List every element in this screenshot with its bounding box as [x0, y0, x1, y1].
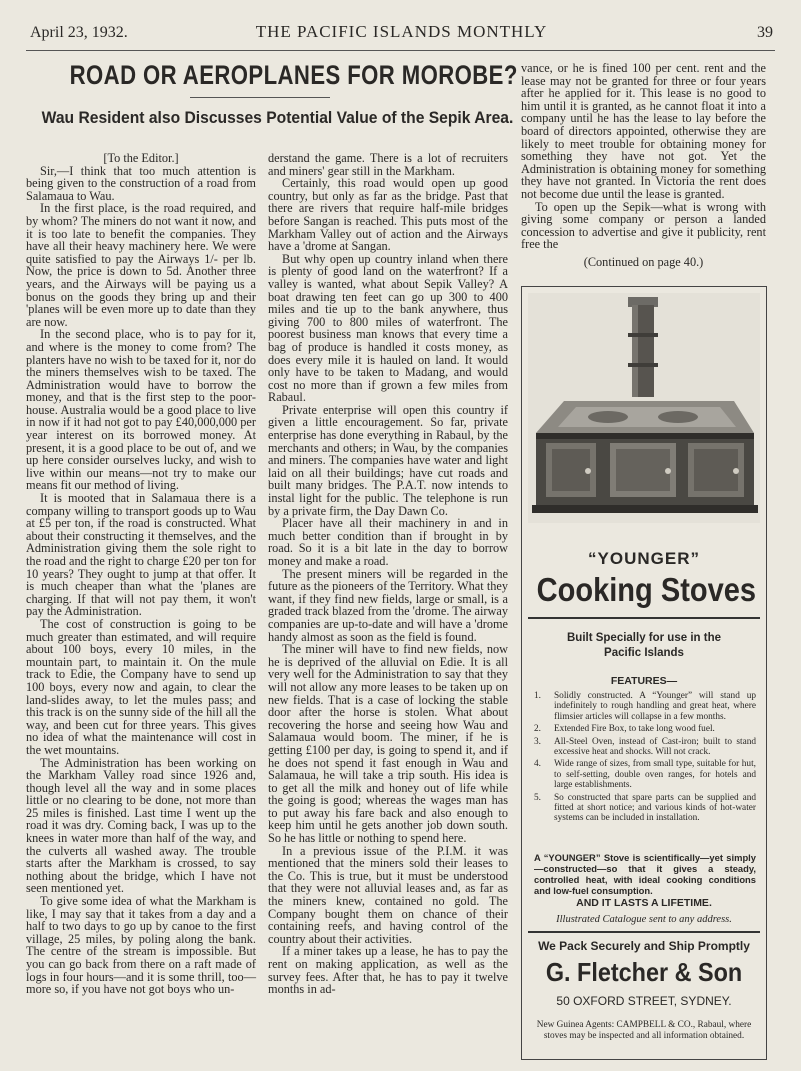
article-subtitle: Wau Resident also Discusses Potential Value of the Sepik Area.	[41, 108, 514, 127]
article-column-3	[521, 62, 766, 277]
paragraph: The cost of construction is going to be much greater than estimated, and will require about 100 boys, every 10 miles, in the mountain part, to maintain it. On the mule track to Edie, the Company have to send up 100 boys, every now and again, to clear the land-slides away, to let the mules pass; and this track is on the sunny side of the hill all the way, and been cut for three years. This gives no idea of what the maintenance will cost in the wet mountains.	[26, 616, 256, 757]
ad-lifetime: AND IT LASTS A LIFETIME.	[576, 897, 712, 909]
ad-subheading-line: Pacific Islands	[604, 647, 684, 659]
header-rule	[26, 50, 775, 51]
paragraph: In the first place, is the road required, and by whom? The miners do not want it now, and it is too late to benefit the companies. They have all their heavy machinery here. We were quite satisfied to pay the Airways 1/- per lb. Now, the price is down to 5d. Another three years, and the Airways will be paying us a bonus on the goods they bring up and their 'planes will be even more up to date than they are now.	[26, 201, 256, 329]
paragraph: It is mooted that in Salamaua there is a company willing to transport goods up to Wau at £5 per ton, if the road is constructed. What about their constructing it themselves, and the Administration giving them the sole right to the road and the right to charge £20 per ton for 10 years? They ought to jump at that offer. It is much cheaper than what the 'planes are charging. If that will not pay them, it won't pay the Administration.	[26, 491, 256, 619]
article-title: ROAD OR AEROPLANES FOR MOROBE?	[69, 60, 518, 90]
paragraph: vance, or he is fined 100 per cent. rent and the lease may not be granted for three or four years after he applied for it. This lease is no good to him until it is granted, as he cannot float it into a company until he has the lease to lay before the board of directors appointed, otherwise they are likely to meet trouble for obtaining money for something they have not got. Yet the Administration is obtaining money for something they have not granted. In Victoria the rent does not become due until the lease is granted.	[521, 61, 766, 201]
ad-kicker: “YOUNGER”	[588, 549, 700, 568]
ad-catalogue: Illustrated Catalogue sent to any address.	[556, 914, 732, 925]
paragraph: derstand the game. There is a lot of recruiters and miners' gear still in the Markham.	[268, 151, 508, 178]
paragraph: To give some idea of what the Markham is like, I may say that it takes from a day and a half to two days to go up by canoe to the first village, 25 miles, by poling along the bank. The centre of the stream is impossible. But you can go back from there on a raft made of logs in four hours—and it is some thrill, too—more so, if you have not got boys who un-	[26, 894, 256, 997]
paragraph: The Administration has been working on the Markham Valley road since 1926 and, though level all the way and in some places little or no clearing to be done, not more than 25 miles is finished. Last time I went up the road it was dry. Coming back, I was up to the knees in water more than half of the way, and the culverts all washed away. The trouble starts after the Markham is crossed, to say nothing about the bridge, which I have not seen mentioned yet.	[26, 755, 256, 896]
feature-item	[534, 691, 756, 722]
ad-address: 50 OXFORD STREET, SYDNEY.	[556, 994, 732, 1008]
feature-text: Solidly constructed. A “Younger” will stand up indefinitely to rough handling and great heat, where flimsier articles will collapse in a few months.	[554, 691, 756, 722]
ad-headline: Cooking Stoves	[536, 571, 757, 608]
ad-subheading-line: Built Specially for use in the	[566, 632, 721, 644]
page-number: 39	[757, 24, 773, 41]
article-column-2	[268, 152, 508, 1062]
feature-text: So constructed that spare parts can be supplied and fitted at short notice; and various kinds of hot-water systems can be included in installation.	[554, 792, 756, 824]
paragraph: But why open up country inland when there is plenty of good land on the waterfront? If a valley is wanted, what about Sepik Valley? A boat drawing ten feet can go up 300 to 400 miles and tie up to the bank anywhere, thus giving 700 to 800 miles of waterfront. The poorest business man knows that every time a bag of produce is handled it costs money, as does every mile it is hauled on land. It would only have to be taken to Madang, and would cost no more than if grown a few miles from Rabaul.	[268, 251, 508, 405]
paragraph: The miner will have to find new fields, now he is deprived of the alluvial on Edie. It is all very well for the Administration to say that they will not allow any more leases to be taken up on new fields. That is a case of locking the stable door after the horse is stolen. What about recovering the horse and seeing how Wau and Salamaua would boom. The miner, if he is getting £100 per day, is going to spend it, and if he does not spend it fast enough in Wau and Salamaua, he will take a trip south. His idea is to get all the milk and honey out of life while the going is good; whereas the wages man has to put away his fare back and also enough to keep him until he gets another job down south. So he has little or nothing to spend here.	[268, 642, 508, 846]
ad-description: A “YOUNGER” Stove is scientifically—yet simply—constructed—so that it gives a steady, controlled heat, with ideal cooking conditions and low-fuel consumption.	[534, 852, 756, 896]
feature-number: 2.	[534, 724, 541, 735]
paragraph: Sir,—I think that too much attention is being given to the construction of a road from Salamaua to Wau.	[26, 163, 256, 203]
feature-text: All-Steel Oven, instead of Cast-iron; built to stand excessive heat and shocks. Will not crack.	[554, 736, 756, 758]
paragraph: Placer have all their machinery in and in much better condition than if brought in by road. So it is a bit late in the day to borrow money and make a road.	[268, 516, 508, 568]
stove-advertisement	[521, 286, 767, 1060]
feature-item	[534, 724, 756, 734]
ad-rule	[528, 931, 760, 933]
ad-firm-name: G. Fletcher & Son	[545, 957, 743, 987]
paragraph: If a miner takes up a lease, he has to pay the rent on making application, as well as the survey fees. After that, he has to pay it twelve months in ad-	[268, 944, 508, 997]
feature-number: 4.	[534, 759, 541, 770]
paragraph: The present miners will be regarded in the future as the pioneers of the Territory. What they want, if they find new fields, large or small, is a graded track blazed from the 'drome. The airway companies are up-to-date and will have a 'drome handy almost as soon as the field is found.	[268, 566, 508, 644]
article-column-1	[26, 152, 256, 1062]
stove-illustration	[528, 293, 760, 523]
feature-item	[534, 793, 756, 824]
paragraph: Private enterprise will open this country if given a little encouragement. So far, private enterprise has done everything in Rabaul, by the merchants and others; in Wau, by the companies and miners. The companies have water and light laid on all their buildings; have cut roads and built many bridges. The P.A.T. now intends to instal light for the public. The telephone is run by a private firm, the Day Dawn Co.	[268, 402, 508, 518]
running-header	[30, 20, 773, 44]
ad-subheading	[522, 631, 766, 661]
paragraph: In the second place, who is to pay for it, and where is the money to come from? The planters have no wish to be taxed for it, nor do the miners themselves wish to be taxed. The Administration would have to borrow the money, and that is the first step to the poor-house. Australia would be a good place to live in now if it had not got to pay £40,000,000 per year interest on its borrowed money. At present, it is a good place to be out of, and we up here consider ourselves lucky, and wish to live within our means—not try to make our means fit our method of living.	[26, 327, 256, 493]
feature-number: 5.	[534, 792, 541, 803]
feature-text: Wide range of sizes, from small type, suitable for hut, to self-setting, double oven ranges, for hotels and large establishments.	[554, 759, 756, 791]
ad-pack-line: We Pack Securely and Ship Promptly	[538, 939, 750, 953]
features-list	[534, 691, 756, 826]
issue-date: April 23, 1932.	[30, 24, 128, 41]
feature-item	[534, 759, 756, 790]
ad-agents: New Guinea Agents: CAMPBELL & CO., Rabaul, where stoves may be inspected and all information obtained.	[536, 1020, 752, 1041]
continued-note: (Continued on page 40.)	[583, 254, 704, 269]
ad-rule	[528, 617, 760, 619]
paragraph: In a previous issue of the P.I.M. it was mentioned that the miners sold their leases to the Co. This is true, but it must be understood that they were not alluvial leases and, as far as the miners knew, contained no gold. The Company bought them on chance of their containing reefs, and having control of the country about their activities.	[268, 843, 508, 946]
paragraph: To open up the Sepik—what is wrong with giving some company or person a landed concession to advertise and give it publicity, rent free the	[521, 199, 766, 252]
magazine-title: THE PACIFIC ISLANDS MONTHLY	[255, 22, 548, 41]
features-heading: FEATURES—	[610, 675, 678, 687]
feature-text: Extended Fire Box, to take long wood fuel.	[554, 724, 715, 735]
editor-line: [To the Editor.]	[103, 151, 179, 165]
feature-item	[534, 737, 756, 758]
feature-number: 3.	[534, 736, 541, 747]
paragraph: Certainly, this road would open up good country, but only as far as the bridge. Past that there are rivers that require half-mile bridges before Sangan is reached. This puts most of the Markham Valley out of action and the Airways have a 'drome at Sangan.	[268, 176, 508, 254]
feature-number: 1.	[534, 691, 541, 701]
title-rule	[190, 97, 330, 98]
